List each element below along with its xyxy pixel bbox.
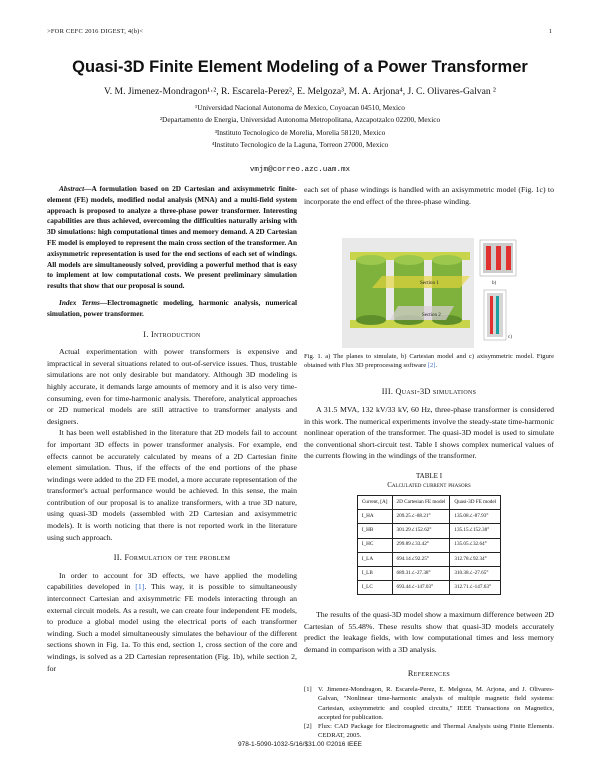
table-header: 2D Cartesian FE model bbox=[392, 495, 450, 509]
intro-paragraph-1: Actual experimentation with power transformers is expensive and impractical in several situations related to out-of-service issues. Thus, trustable simulations are not only desirable but mandatory. Although 3D modeling is highly accurate, it demands large amounts of memory and it is also very time-consuming, even for time-harmonic analysis. Therefore, analytical approaches or 2D numerical models are still attractive to transformer analysts and designers. bbox=[47, 347, 297, 426]
quasi3d-paragraph-2: The results of the quasi-3D model show a maximum difference between 2D Cartesian of 55.48%. These results show that quasi-3D models accurately predict the leakage fields, with low computational times and less memory demand in comparison with a 3D analysis. bbox=[304, 610, 554, 655]
winding-phase-a bbox=[356, 255, 386, 325]
currents-table bbox=[357, 495, 501, 595]
table-cell: 135.05∠32.64° bbox=[450, 538, 501, 552]
affiliation-1: ¹Universidad Nacional Autonoma de Mexico, Coyoacan 04510, Mexico bbox=[195, 103, 405, 112]
table-cell: 312.78∠92.34° bbox=[450, 552, 501, 566]
table-cell: 312.71∠-147.63° bbox=[450, 581, 501, 595]
abstract-label: Abstract bbox=[59, 184, 85, 193]
table-header: Quasi-3D FE model bbox=[450, 495, 501, 509]
table-cell: I_LB bbox=[357, 566, 392, 580]
table-row bbox=[357, 524, 500, 538]
section-2-label: Section 2 bbox=[422, 313, 441, 318]
page-number: 1 bbox=[548, 28, 552, 35]
figure-c-label: c) bbox=[508, 335, 512, 340]
table-title bbox=[304, 472, 554, 490]
section-heading-quasi3d: III. Quasi-3D simulations bbox=[381, 387, 477, 397]
author-list: V. M. Jimenez-Mondragon¹·², R. Escarela-Perez², E. Melgoza³, M. A. Arjona⁴, J. C. Olivares-Galvan ² bbox=[104, 86, 496, 97]
right-column-continuation: each set of phase windings is handled with an axisymmetric model (Fig. 1c) to incorporate the end effect of the three-phase winding. bbox=[304, 185, 554, 206]
table-row bbox=[357, 538, 500, 552]
citation-link-1[interactable]: [1] bbox=[135, 582, 145, 592]
table-cell: 209.25∠-88.21° bbox=[392, 510, 450, 524]
section-heading-formulation: II. Formulation of the problem bbox=[113, 553, 231, 563]
reference-item: [1] V. Jimenez-Mondragon, R. Escarela-Perez, E. Melgoza, M. Arjona, and J. Olivares-Galvan, "Nonlinear time-harmonic analysis of multiple magnetic field systems: Cartesian, axisymmetric and coupled circuits," IEEE Transactions on Magnetics, accepted for publication. bbox=[304, 686, 554, 721]
table-cell: 301.29∠152.62° bbox=[392, 524, 450, 538]
table-cell: I_HA bbox=[357, 510, 392, 524]
figure-b-label: b) bbox=[492, 281, 497, 286]
contact-email[interactable]: vmjm@correo.azc.uam.mx bbox=[249, 166, 351, 174]
section-heading-introduction: I. Introduction bbox=[143, 329, 201, 339]
copyright-footer: 978-1-5090-1032-5/16/$31.00 ©2016 IEEE bbox=[237, 741, 363, 748]
index-terms-label: Index Terms bbox=[59, 297, 100, 307]
figure-caption: Fig. 1. a) The planes to simulate, b) Cartesian model and c) axisymmetric model. Figure obtained with Flux 3D preprocessing software [2]. bbox=[304, 353, 554, 370]
table-cell: I_LA bbox=[357, 552, 392, 566]
right-column bbox=[304, 184, 554, 207]
table-cell: 310.38∠-27.65° bbox=[450, 566, 501, 580]
table-row bbox=[357, 510, 500, 524]
intro-paragraph-2: It has been well established in the literature that 2D models fail to account for important 3D effects in power transformer analysis. For example, end effects cannot be accurately calculated by means of a 2D Cartesian finite element simulation. Thus, if the effects of the end portions of the phase windings were added to the 2D FE model, a more accurate representation of the transformer's actual performance would be achieved. In this sense, the main contribution of our proposal is to analize transformers, with a true 3D nature, using quasi-3D models (assembled with 2D Cartesian and axisymmetric models). It is worth noticing that there is not reported work in the literature using such approach. bbox=[47, 428, 297, 542]
affiliation-2: ²Departamento de Energia, Universidad Autonoma Metropolitana, Azcapotzalco 02200, Mexico bbox=[159, 115, 441, 125]
index-terms-text: —Electromagnetic modeling, harmonic analysis, numerical simulation, power transformer. bbox=[47, 297, 297, 318]
formulation-paragraph: In order to account for 3D effects, we have applied the modeling capabilities developed in [1]. This way, it is possible to simultaneously interconnect Cartesian and axisymmetric FE models interacting through an external circuit models. As a result, we can create four independent FE models, to produce a global model using the electrical ports of each transformer winding. Such a model simultaneously simulates the behaviour of the different sections shown in Fig. 1a. To this end, section 1, cross section of the core and windings, is solved as a 2D Cartesian representation (Fig. 1b), while section 2, for bbox=[47, 570, 297, 673]
right-column-lower bbox=[304, 352, 554, 740]
table-cell: 693.44∠-147.03° bbox=[392, 581, 450, 595]
table-cell: 135.15∠152.38° bbox=[450, 524, 501, 538]
table-caption: Calculated current phasors bbox=[387, 480, 471, 489]
table-cell: I_HB bbox=[357, 524, 392, 538]
table-row bbox=[357, 581, 500, 595]
abstract bbox=[47, 184, 297, 292]
table-header-row bbox=[357, 495, 500, 509]
table-cell: I_LC bbox=[357, 581, 392, 595]
figure-c-axisymmetric-model bbox=[484, 290, 512, 340]
affiliation-3: ³Instituto Tecnologico de Morelia, Morelia 58120, Mexico bbox=[214, 127, 386, 137]
section-heading-references: References bbox=[407, 668, 451, 678]
quasi3d-paragraph-1: A 31.5 MVA, 132 kV/33 kV, 60 Hz, three-phase transformer is considered in this work. The numerical experiments involve the steady-state time-harmonic nonlinear operation of the transformer. The quasi-3D model is used to simulate the conventional short-circuit test. Table I shows complex numerical values of the currents flowing in the windings of the transformer. bbox=[304, 405, 554, 461]
table-cell: 299.89∠33.42° bbox=[392, 538, 450, 552]
left-column bbox=[47, 184, 297, 674]
abstract-text: —A formulation based on 2D Cartesian and axisymmetric finite-element (FE) models, modified nodal analysis (MNA) and a multi-field system approach is proposed to analyze a three-phase power transformer. Interesting capabilities are thus achieved, overcoming the difficulties naturally arising with 3D simulations: high computational times and memory demand. A 2D Cartesian FE model is employed to represent the main cross section of the transformer. An axisymmetric representation is used for the end sections of each set of windings. All models are simultaneously solved, providing a powerful method that is easy to implement at low computational costs. We present preliminary simulation results that show that our proposal is sound. bbox=[47, 184, 297, 291]
table-cell: I_HC bbox=[357, 538, 392, 552]
affiliation-4: ⁴Instituto Tecnologico de la Laguna, Torreon 27000, Mexico bbox=[211, 140, 389, 150]
table-row bbox=[357, 566, 500, 580]
figure-b-cartesian-model bbox=[480, 240, 516, 286]
reference-list bbox=[304, 685, 554, 740]
table-number: TABLE I bbox=[415, 471, 443, 480]
citation-link-2[interactable]: [2] bbox=[427, 362, 436, 370]
table-cell: 689.31∠-27.38° bbox=[392, 566, 450, 580]
index-terms bbox=[47, 298, 297, 320]
figure-transformer-model bbox=[342, 238, 520, 348]
table-header: Current, [A] bbox=[357, 495, 392, 509]
affiliations bbox=[0, 102, 600, 152]
reference-item: [2] Flux: CAD Package for Electromagnetic and Thermal Analysis using Finite Elements. CEDRAT, 2005. bbox=[304, 723, 554, 740]
section-1-label: Section 1 bbox=[420, 281, 439, 286]
table-row bbox=[357, 552, 500, 566]
running-header: >FOR CEFC 2016 DIGEST, 4(b)< bbox=[47, 28, 144, 35]
paper-title: Quasi-3D Finite Element Modeling of a Power Transformer bbox=[72, 58, 528, 76]
table-cell: 135.08∠-87.93° bbox=[450, 510, 501, 524]
table-cell: 694.14∠92.25° bbox=[392, 552, 450, 566]
